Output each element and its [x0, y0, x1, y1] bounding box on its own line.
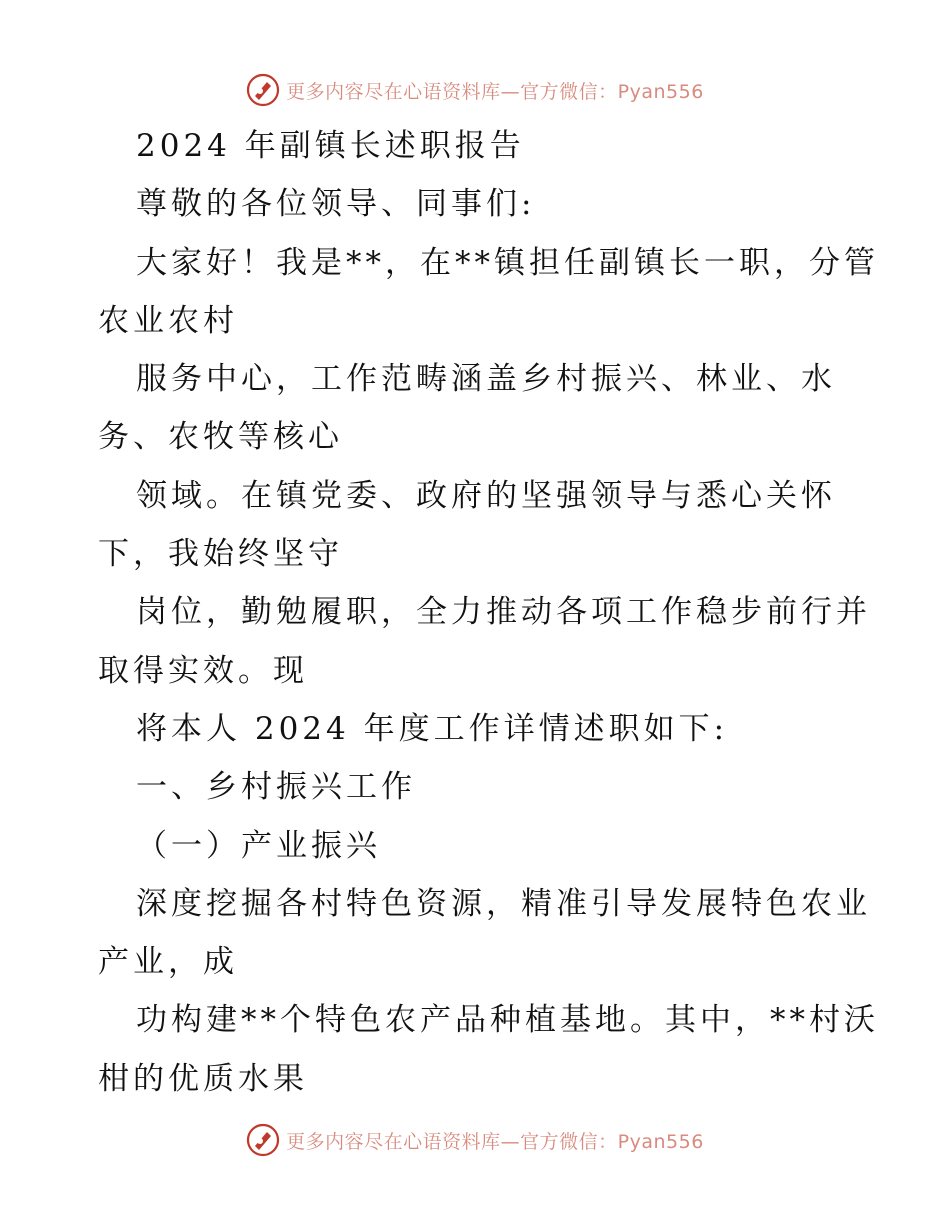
header-watermark — [0, 68, 950, 112]
paragraph-line: 服务中心，工作范畴涵盖乡村振兴、林业、水 — [136, 361, 836, 398]
footer-watermark — [0, 1118, 950, 1162]
paragraph-line: 领域。在镇党委、政府的坚强领导与悉心关怀 — [136, 477, 836, 514]
document-body — [98, 117, 879, 1108]
watermark-text: 更多内容尽在心语资料库—官方微信：Pyan556 — [286, 1130, 704, 1153]
paragraph-line: 产业，成 — [98, 944, 238, 981]
document-title: 2024 年副镇长述职报告 — [136, 128, 525, 164]
stamp-logo-icon — [246, 73, 280, 107]
subsection-heading: （一）产业振兴 — [136, 827, 381, 864]
watermark-text: 更多内容尽在心语资料库—官方微信：Pyan556 — [286, 80, 704, 103]
paragraph-line: 取得实效。现 — [98, 652, 308, 689]
paragraph-line: 务、农牧等核心 — [98, 419, 343, 456]
paragraph-line: 功构建**个特色农产品种植基地。其中，**村沃 — [136, 1002, 879, 1039]
paragraph-line: 柑的优质水果 — [98, 1060, 308, 1097]
paragraph-line: 下，我始终坚守 — [98, 536, 343, 573]
stamp-logo-icon — [246, 1123, 280, 1157]
paragraph-line: 大家好！我是**，在**镇担任副镇长一职，分管 — [136, 244, 879, 281]
paragraph-line: 岗位，勤勉履职，全力推动各项工作稳步前行并 — [136, 594, 871, 631]
paragraph-line: 尊敬的各位领导、同事们: — [136, 186, 536, 223]
paragraph-line: 农业农村 — [98, 302, 238, 339]
paragraph-line: 深度挖掘各村特色资源，精准引导发展特色农业 — [136, 885, 871, 922]
section-heading: 一、乡村振兴工作 — [136, 769, 416, 806]
paragraph-line: 将本人 2024 年度工作详情述职如下: — [136, 710, 729, 747]
